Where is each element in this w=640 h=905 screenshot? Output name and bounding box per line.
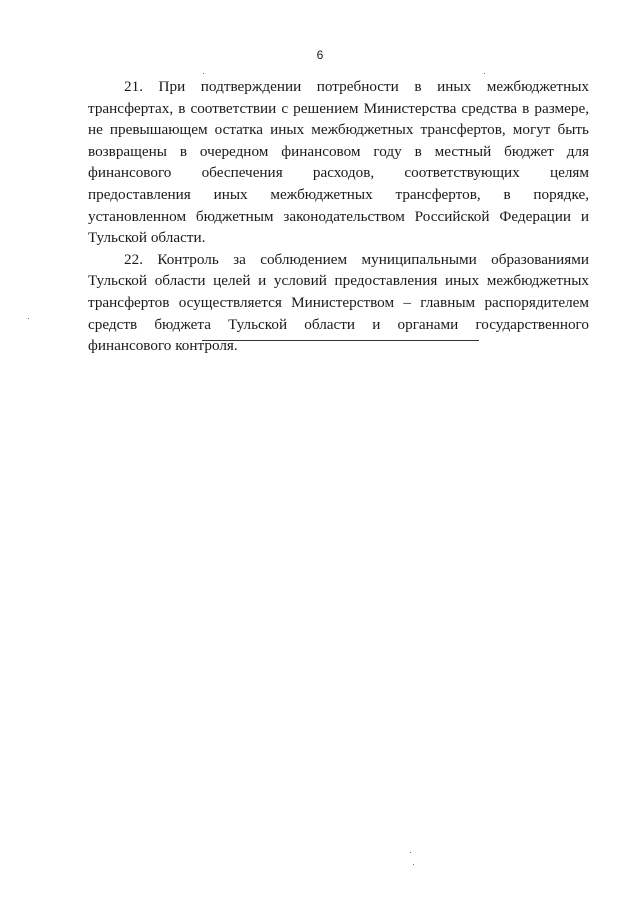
scan-speck	[484, 73, 485, 74]
scan-speck	[410, 852, 411, 853]
document-body	[88, 76, 589, 357]
paragraph-22: 22. Контроль за соблюдением муниципальными образованиями Тульской области целей и условий предоставления иных межбюджетных трансфертов осуществляется Министерством – главным распорядителем средств бюджета Тульской области и органами государственного финансового контроля.	[88, 250, 589, 355]
page-number: 6	[316, 48, 324, 62]
scan-speck	[28, 318, 29, 319]
paragraph-21: 21. При подтверждении потребности в иных межбюджетных трансфертах, в соответствии с решением Министерства средства в размере, не превышающем остатка иных межбюджетных трансфертов, могут быть возвращены в очередном финансовом году в местный бюджет для финансового обеспечения расходов, соответствующих целям предоставления иных межбюджетных трансфертов, в порядке, установленном бюджетным законодательством Российской Федерации и Тульской области.	[88, 78, 589, 247]
scan-speck	[413, 864, 414, 865]
scan-speck	[203, 73, 204, 74]
closing-divider	[202, 340, 479, 341]
